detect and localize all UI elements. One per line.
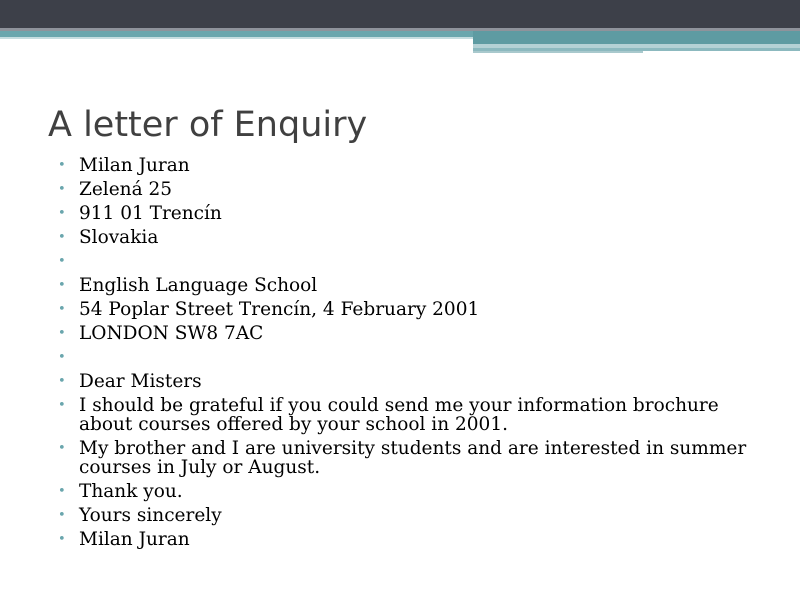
accent-bar-left-pale — [0, 37, 473, 39]
list-item — [58, 204, 758, 223]
letter-line: 54 Poplar Street Trencín, 4 February 2001 — [79, 299, 480, 320]
list-item — [58, 180, 758, 199]
letter-line: Milan Juran — [79, 155, 190, 176]
list-item — [58, 439, 758, 477]
bullet-dot-icon: • — [58, 158, 66, 173]
list-item — [58, 156, 758, 175]
list-item — [58, 372, 758, 391]
bullet-dot-icon: • — [58, 398, 66, 413]
bullet-dot-icon: • — [58, 350, 66, 365]
list-item — [58, 228, 758, 247]
bullet-dot-icon: • — [58, 374, 66, 389]
bullet-dot-icon: • — [58, 441, 66, 456]
bullet-dot-icon: • — [58, 508, 66, 523]
bullet-dot-icon: • — [58, 230, 66, 245]
list-item — [58, 300, 758, 319]
letter-line: English Language School — [79, 275, 318, 296]
bullet-dot-icon: • — [58, 484, 66, 499]
slide-title: A letter of Enquiry — [48, 105, 368, 145]
letter-line: 911 01 Trencín — [79, 203, 222, 224]
letter-line: Zelená 25 — [79, 179, 173, 200]
letter-line: I should be grateful if you could send me your information brochure about courses offered by your school in 2001. — [79, 395, 719, 435]
letter-line: Milan Juran — [79, 529, 190, 550]
list-item — [58, 482, 758, 501]
accent-bar-right — [473, 31, 800, 44]
letter-line: Thank you. — [79, 481, 183, 502]
letter-line: Yours sincerely — [79, 505, 222, 526]
letter-line: LONDON SW8 7AC — [79, 323, 264, 344]
bullet-dot-icon: • — [58, 182, 66, 197]
letter-line: My brother and I are university students and are interested in summer courses in July or August. — [79, 438, 747, 478]
bullet-dot-icon: • — [58, 326, 66, 341]
list-item — [58, 348, 758, 367]
list-item — [58, 324, 758, 343]
bullet-dot-icon: • — [58, 532, 66, 547]
list-item — [58, 530, 758, 549]
list-item — [58, 506, 758, 525]
letter-line: Dear Misters — [79, 371, 202, 392]
header-bar — [0, 0, 800, 28]
list-item — [58, 396, 758, 434]
list-item — [58, 252, 758, 271]
letter-line: Slovakia — [79, 227, 159, 248]
bullet-dot-icon: • — [58, 278, 66, 293]
bullet-dot-icon: • — [58, 302, 66, 317]
accent-bar-thin-short — [473, 51, 643, 53]
letter-body — [58, 156, 758, 554]
bullet-dot-icon: • — [58, 254, 66, 269]
bullet-dot-icon: • — [58, 206, 66, 221]
list-item — [58, 276, 758, 295]
